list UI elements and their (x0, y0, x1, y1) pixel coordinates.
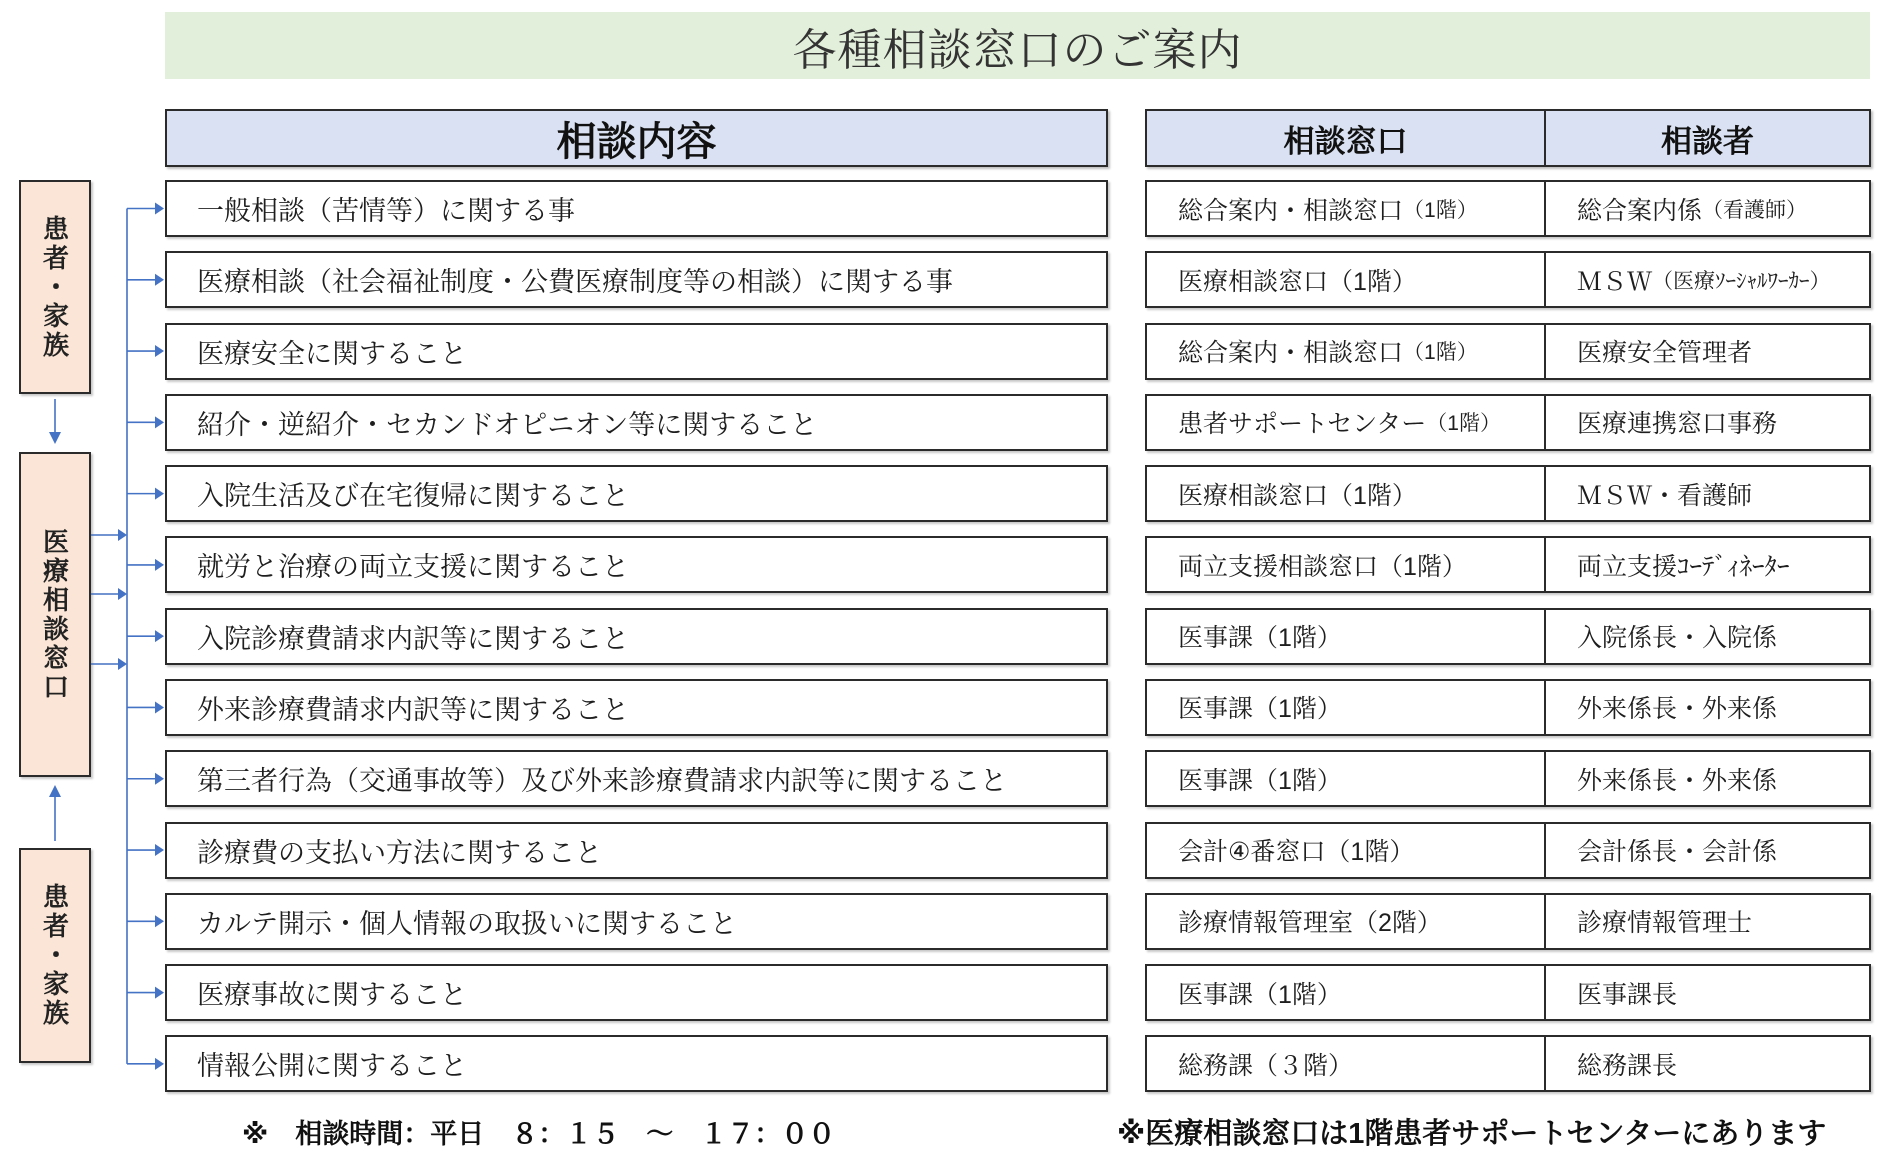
staff-text: 外来係長・外来係 (1577, 695, 1778, 724)
window-location-note: ※医療相談窓口は1階患者サポートセンターにあります (1117, 1118, 1827, 1150)
topic-row (165, 1035, 1108, 1092)
window-arrow-head (118, 658, 127, 670)
topic-row (165, 679, 1108, 736)
staff-text: 入院係長・入院係 (1577, 624, 1778, 653)
window-staff-header (1145, 109, 1871, 167)
topic-row (165, 608, 1108, 665)
window-note: （1階） (1426, 412, 1501, 436)
topic-text: 就労と治療の両立支援に関すること (197, 552, 629, 583)
window-cell (1147, 966, 1544, 1019)
window-cell (1147, 182, 1544, 235)
window-staff-row (1145, 465, 1871, 522)
window-header-label: 相談窓口 (1283, 123, 1408, 159)
staff-header-label: 相談者 (1661, 123, 1754, 159)
window-staff-row (1145, 608, 1871, 665)
staff-text: ＭＳＷ・看護師 (1577, 481, 1753, 510)
window-cell (1147, 895, 1544, 948)
window-staff-row (1145, 679, 1871, 736)
row-arrow-head (155, 1058, 164, 1070)
topic-header (165, 109, 1108, 167)
topic-row (165, 394, 1108, 451)
window-text: 医事課（1階） (1178, 766, 1342, 795)
window-cell (1147, 752, 1544, 805)
window-staff-row (1145, 394, 1871, 451)
row-arrow-head (155, 630, 164, 642)
staff-cell (1544, 824, 1869, 877)
window-text: 会計④番窓口（1階） (1178, 838, 1415, 867)
page-title: 各種相談窓口のご案内 (792, 25, 1243, 75)
window-text: 両立支援相談窓口（1階） (1178, 552, 1467, 581)
topic-text: 紹介・逆紹介・セカンドオピニオン等に関すること (197, 409, 818, 440)
staff-cell (1544, 1037, 1869, 1090)
topic-text: 入院診療費請求内訳等に関すること (197, 623, 629, 654)
window-cell (1147, 396, 1544, 449)
window-staff-row (1145, 964, 1871, 1021)
topic-row (165, 893, 1108, 950)
row-arrow-head (155, 773, 164, 785)
window-cell (1147, 610, 1544, 663)
window-cell (1147, 325, 1544, 378)
row-arrow-head (155, 416, 164, 428)
consultation-window-box (19, 452, 91, 777)
staff-text: ＭＳＷ (1577, 267, 1653, 296)
staff-text: 両立支援ｺｰﾃﾞｨﾈｰﾀｰ (1577, 552, 1790, 581)
topic-text: 医療安全に関すること (197, 338, 467, 369)
topic-text: 診療費の支払い方法に関すること (197, 837, 602, 868)
staff-note: （看護師） (1702, 198, 1808, 222)
row-arrow-head (155, 559, 164, 571)
window-staff-row (1145, 1035, 1871, 1092)
window-cell (1147, 824, 1544, 877)
topic-row (165, 323, 1108, 380)
window-staff-row (1145, 180, 1871, 237)
topic-row (165, 822, 1108, 879)
window-staff-row (1145, 893, 1871, 950)
row-arrow-head (155, 488, 164, 500)
row-arrow-head (155, 274, 164, 286)
window-text: 医事課（1階） (1178, 980, 1342, 1009)
staff-cell (1544, 610, 1869, 663)
topic-text: 外来診療費請求内訳等に関すること (197, 694, 629, 725)
staff-text: 総務課長 (1577, 1051, 1678, 1080)
staff-text: 診療情報管理士 (1577, 909, 1753, 938)
staff-note: （医療ｿｰｼｬﾙﾜｰｶｰ） (1652, 269, 1831, 293)
window-staff-row (1145, 251, 1871, 308)
topic-row (165, 465, 1108, 522)
staff-cell (1544, 895, 1869, 948)
window-note: （1階） (1403, 198, 1478, 222)
row-arrow-head (155, 701, 164, 713)
consultation-hours: ※ 相談時間：平日 ８：１５ ～ １７：００ (242, 1119, 836, 1149)
row-arrow-head (155, 987, 164, 999)
window-text: 医療相談窓口（1階） (1178, 267, 1417, 296)
staff-cell (1544, 325, 1869, 378)
staff-text: 会計係長・会計係 (1577, 838, 1778, 867)
window-note: （1階） (1403, 341, 1478, 365)
window-arrow-head (118, 529, 127, 541)
window-cell (1147, 1037, 1544, 1090)
staff-cell (1544, 253, 1869, 306)
window-cell (1147, 681, 1544, 734)
staff-cell (1544, 396, 1869, 449)
window-text: 総合案内・相談窓口 (1178, 196, 1404, 225)
topic-row (165, 251, 1108, 308)
staff-cell (1544, 467, 1869, 520)
up-arrow-head (49, 785, 61, 797)
window-text: 患者サポートセンター (1178, 410, 1427, 439)
patient-family-label: 患者・家族 (39, 214, 70, 360)
staff-text: 総合案内係 (1577, 196, 1703, 225)
staff-text: 医療連携窓口事務 (1577, 410, 1778, 439)
topic-text: 一般相談（苦情等）に関する事 (197, 196, 575, 226)
window-staff-row (1145, 822, 1871, 879)
topic-row (165, 180, 1108, 237)
title-banner (165, 12, 1870, 79)
window-arrow-head (118, 588, 127, 600)
row-arrow-head (155, 844, 164, 856)
staff-header (1544, 111, 1869, 165)
topic-text: 医療事故に関すること (197, 980, 467, 1011)
staff-cell (1544, 538, 1869, 591)
row-arrow-head (155, 345, 164, 357)
window-text: 総合案内・相談窓口 (1178, 339, 1404, 368)
patient-family-box-bottom (19, 848, 91, 1063)
window-staff-row (1145, 750, 1871, 807)
window-staff-row (1145, 323, 1871, 380)
topic-text: 医療相談（社会福祉制度・公費医療制度等の相談）に関する事 (197, 267, 953, 298)
window-text: 医事課（1階） (1178, 695, 1342, 724)
topic-row (165, 964, 1108, 1021)
window-cell (1147, 253, 1544, 306)
topic-text: カルテ開示・個人情報の取扱いに関すること (197, 908, 737, 939)
staff-cell (1544, 182, 1869, 235)
patient-family-box-top (19, 180, 91, 394)
window-staff-row (1145, 536, 1871, 593)
row-arrow-head (155, 203, 164, 215)
staff-cell (1544, 966, 1869, 1019)
window-text: 医療相談窓口（1階） (1178, 481, 1417, 510)
row-arrow-head (155, 915, 164, 927)
topic-text: 情報公開に関すること (197, 1051, 467, 1082)
topic-row (165, 750, 1108, 807)
window-cell (1147, 467, 1544, 520)
topic-header-label: 相談内容 (556, 119, 717, 164)
staff-text: 医療安全管理者 (1577, 339, 1753, 368)
topic-text: 入院生活及び在宅復帰に関すること (197, 481, 629, 512)
consultation-window-label: 医療相談窓口 (39, 527, 70, 702)
staff-text: 外来係長・外来係 (1577, 766, 1778, 795)
topic-text: 第三者行為（交通事故等）及び外来診療費請求内訳等に関すること (197, 766, 1007, 797)
patient-family-label: 患者・家族 (39, 883, 70, 1028)
staff-cell (1544, 752, 1869, 805)
staff-text: 医事課長 (1577, 980, 1678, 1009)
window-text: 診療情報管理室（2階） (1178, 909, 1442, 938)
down-arrow-head (49, 432, 61, 444)
topic-row (165, 536, 1108, 593)
staff-cell (1544, 681, 1869, 734)
window-cell (1147, 538, 1544, 591)
window-text: 医事課（1階） (1178, 624, 1342, 653)
window-header (1147, 111, 1544, 165)
window-text: 総務課（３階） (1178, 1051, 1354, 1080)
